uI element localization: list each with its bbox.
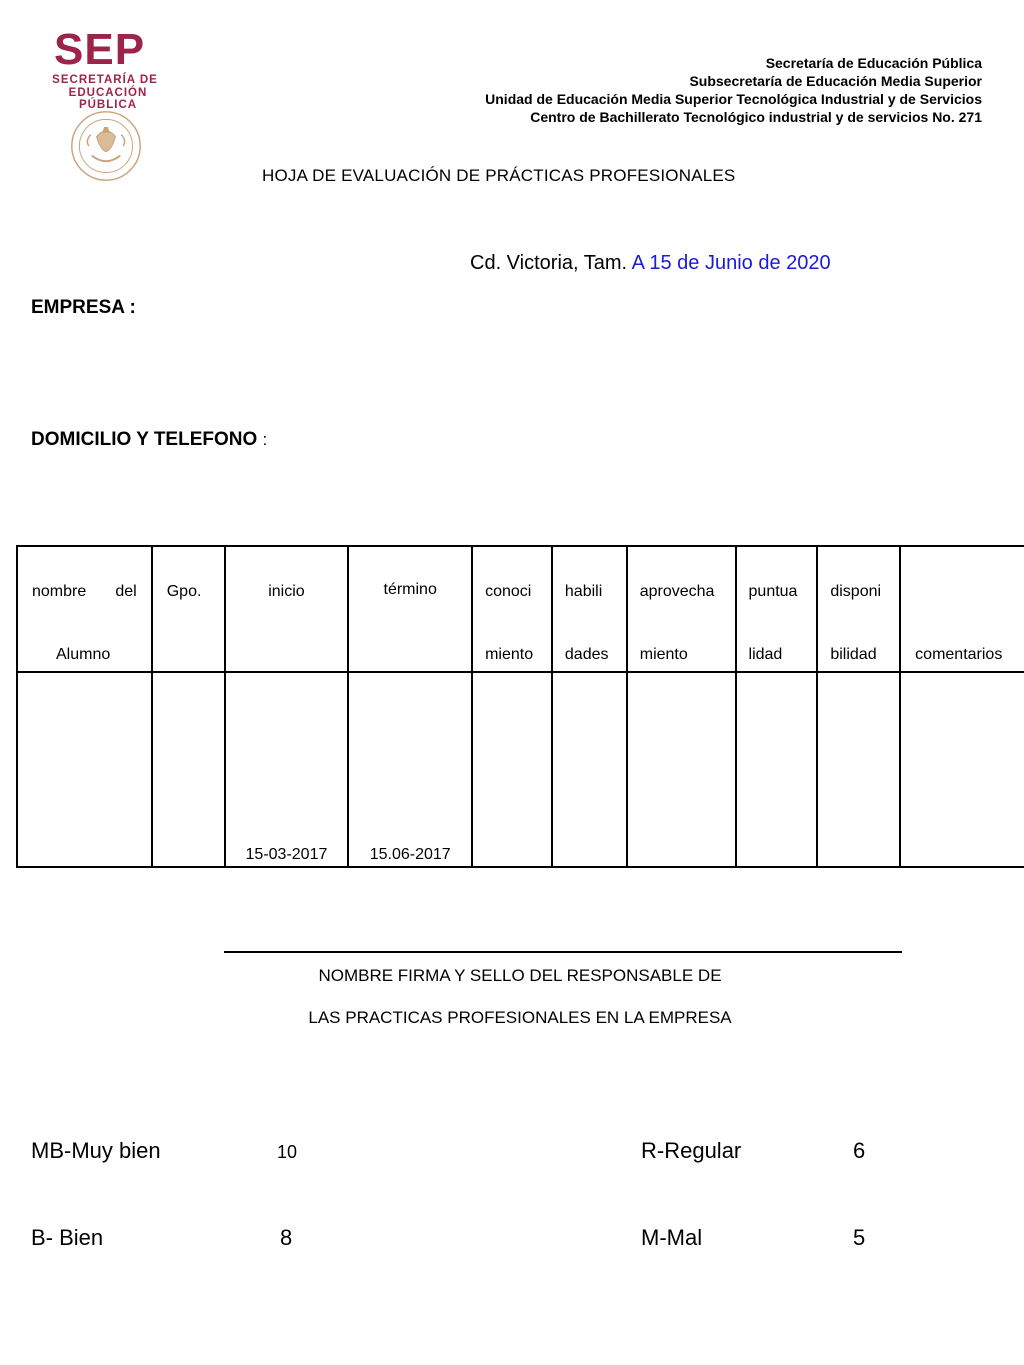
header-nombre-word2: del	[115, 583, 137, 600]
cell-disponibilidad	[817, 672, 900, 867]
signature-line	[224, 951, 902, 953]
header-cell-nombre	[17, 546, 152, 672]
cell-aprovechamiento	[627, 672, 736, 867]
header-habilidades-bottom: dades	[564, 646, 609, 663]
cell-nombre	[17, 672, 152, 867]
header-habilidades-top: habili	[564, 583, 603, 600]
header-termino: término	[383, 581, 437, 598]
scale-value-m: 5	[853, 1225, 866, 1250]
cell-puntualidad	[736, 672, 818, 867]
sep-logo-line1: SECRETARÍA DE	[52, 74, 158, 86]
header-inicio: inicio	[268, 583, 305, 600]
cell-termino	[348, 672, 472, 867]
place-text: Cd. Victoria, Tam.	[470, 252, 628, 274]
header-cell-inicio	[225, 546, 349, 672]
header-aprovechamiento-bottom: miento	[639, 646, 688, 663]
domicilio-label-colon: :	[262, 430, 268, 449]
table-row	[17, 672, 1024, 867]
sep-logo-line2: EDUCACIÓN PÚBLICA	[68, 87, 148, 111]
document-title: HOJA DE EVALUACIÓN DE PRÁCTICAS PROFESIONALES	[262, 166, 736, 185]
header-aprovechamiento-top: aprovecha	[639, 583, 715, 600]
header-disponibilidad-bottom: bilidad	[830, 646, 877, 663]
table-header-row	[17, 546, 1024, 672]
header-conocimiento-top: conoci	[485, 583, 532, 600]
header-gpo: Gpo.	[166, 583, 202, 600]
date-text: A 15 de Junio de 2020	[631, 252, 831, 274]
place-date	[470, 252, 831, 275]
header-line-2: Subsecretaría de Educación Media Superior	[689, 73, 982, 89]
header-cell-puntualidad	[736, 546, 818, 672]
header-cell-habilidades	[552, 546, 627, 672]
header-cell-aprovechamiento	[627, 546, 736, 672]
signature-caption-line2: LAS PRACTICAS PROFESIONALES EN LA EMPRESA	[308, 1008, 732, 1027]
cell-habilidades	[552, 672, 627, 867]
header-nombre-bottom: Alumno	[56, 646, 111, 663]
header-cell-comentarios	[900, 546, 1024, 672]
cell-conocimiento	[472, 672, 552, 867]
value-inicio: 15-03-2017	[245, 846, 328, 863]
signature-caption-line1: NOMBRE FIRMA Y SELLO DEL RESPONSABLE DE	[318, 966, 722, 985]
header-line-4: Centro de Bachillerato Tecnológico industrial y de servicios No. 271	[530, 109, 982, 125]
header-comentarios: comentarios	[915, 646, 1003, 663]
header-nombre-word1: nombre	[32, 583, 87, 600]
cell-comentarios	[900, 672, 1024, 867]
empresa-label: EMPRESA :	[31, 297, 136, 318]
scale-value-r: 6	[853, 1138, 866, 1163]
institution-header	[485, 54, 982, 126]
scale-label-m: M-Mal	[641, 1225, 703, 1250]
header-puntualidad-bottom: lidad	[748, 646, 783, 663]
national-seal-icon	[68, 108, 144, 184]
cell-inicio	[225, 672, 349, 867]
header-puntualidad-top: puntua	[748, 583, 798, 600]
scale-label-b: B- Bien	[31, 1225, 104, 1250]
domicilio-label	[31, 429, 267, 451]
header-cell-gpo	[152, 546, 225, 672]
header-cell-termino	[348, 546, 472, 672]
header-cell-disponibilidad	[817, 546, 900, 672]
header-disponibilidad-top: disponi	[830, 583, 882, 600]
header-line-3: Unidad de Educación Media Superior Tecnológica Industrial y de Servicios	[485, 91, 982, 107]
scale-label-mb: MB-Muy bien	[31, 1138, 161, 1163]
header-cell-conocimiento	[472, 546, 552, 672]
domicilio-label-text: DOMICILIO Y TELEFONO	[31, 429, 258, 450]
scale-value-mb: 10	[277, 1142, 298, 1162]
scale-value-b: 8	[280, 1225, 293, 1250]
value-termino: 15.06-2017	[369, 846, 451, 863]
scale-label-r: R-Regular	[641, 1138, 742, 1163]
cell-gpo	[152, 672, 225, 867]
evaluation-table	[16, 545, 1024, 868]
header-conocimiento-bottom: miento	[485, 646, 534, 663]
header-line-1: Secretaría de Educación Pública	[765, 55, 982, 71]
sep-logo-word: SEP	[54, 25, 146, 74]
